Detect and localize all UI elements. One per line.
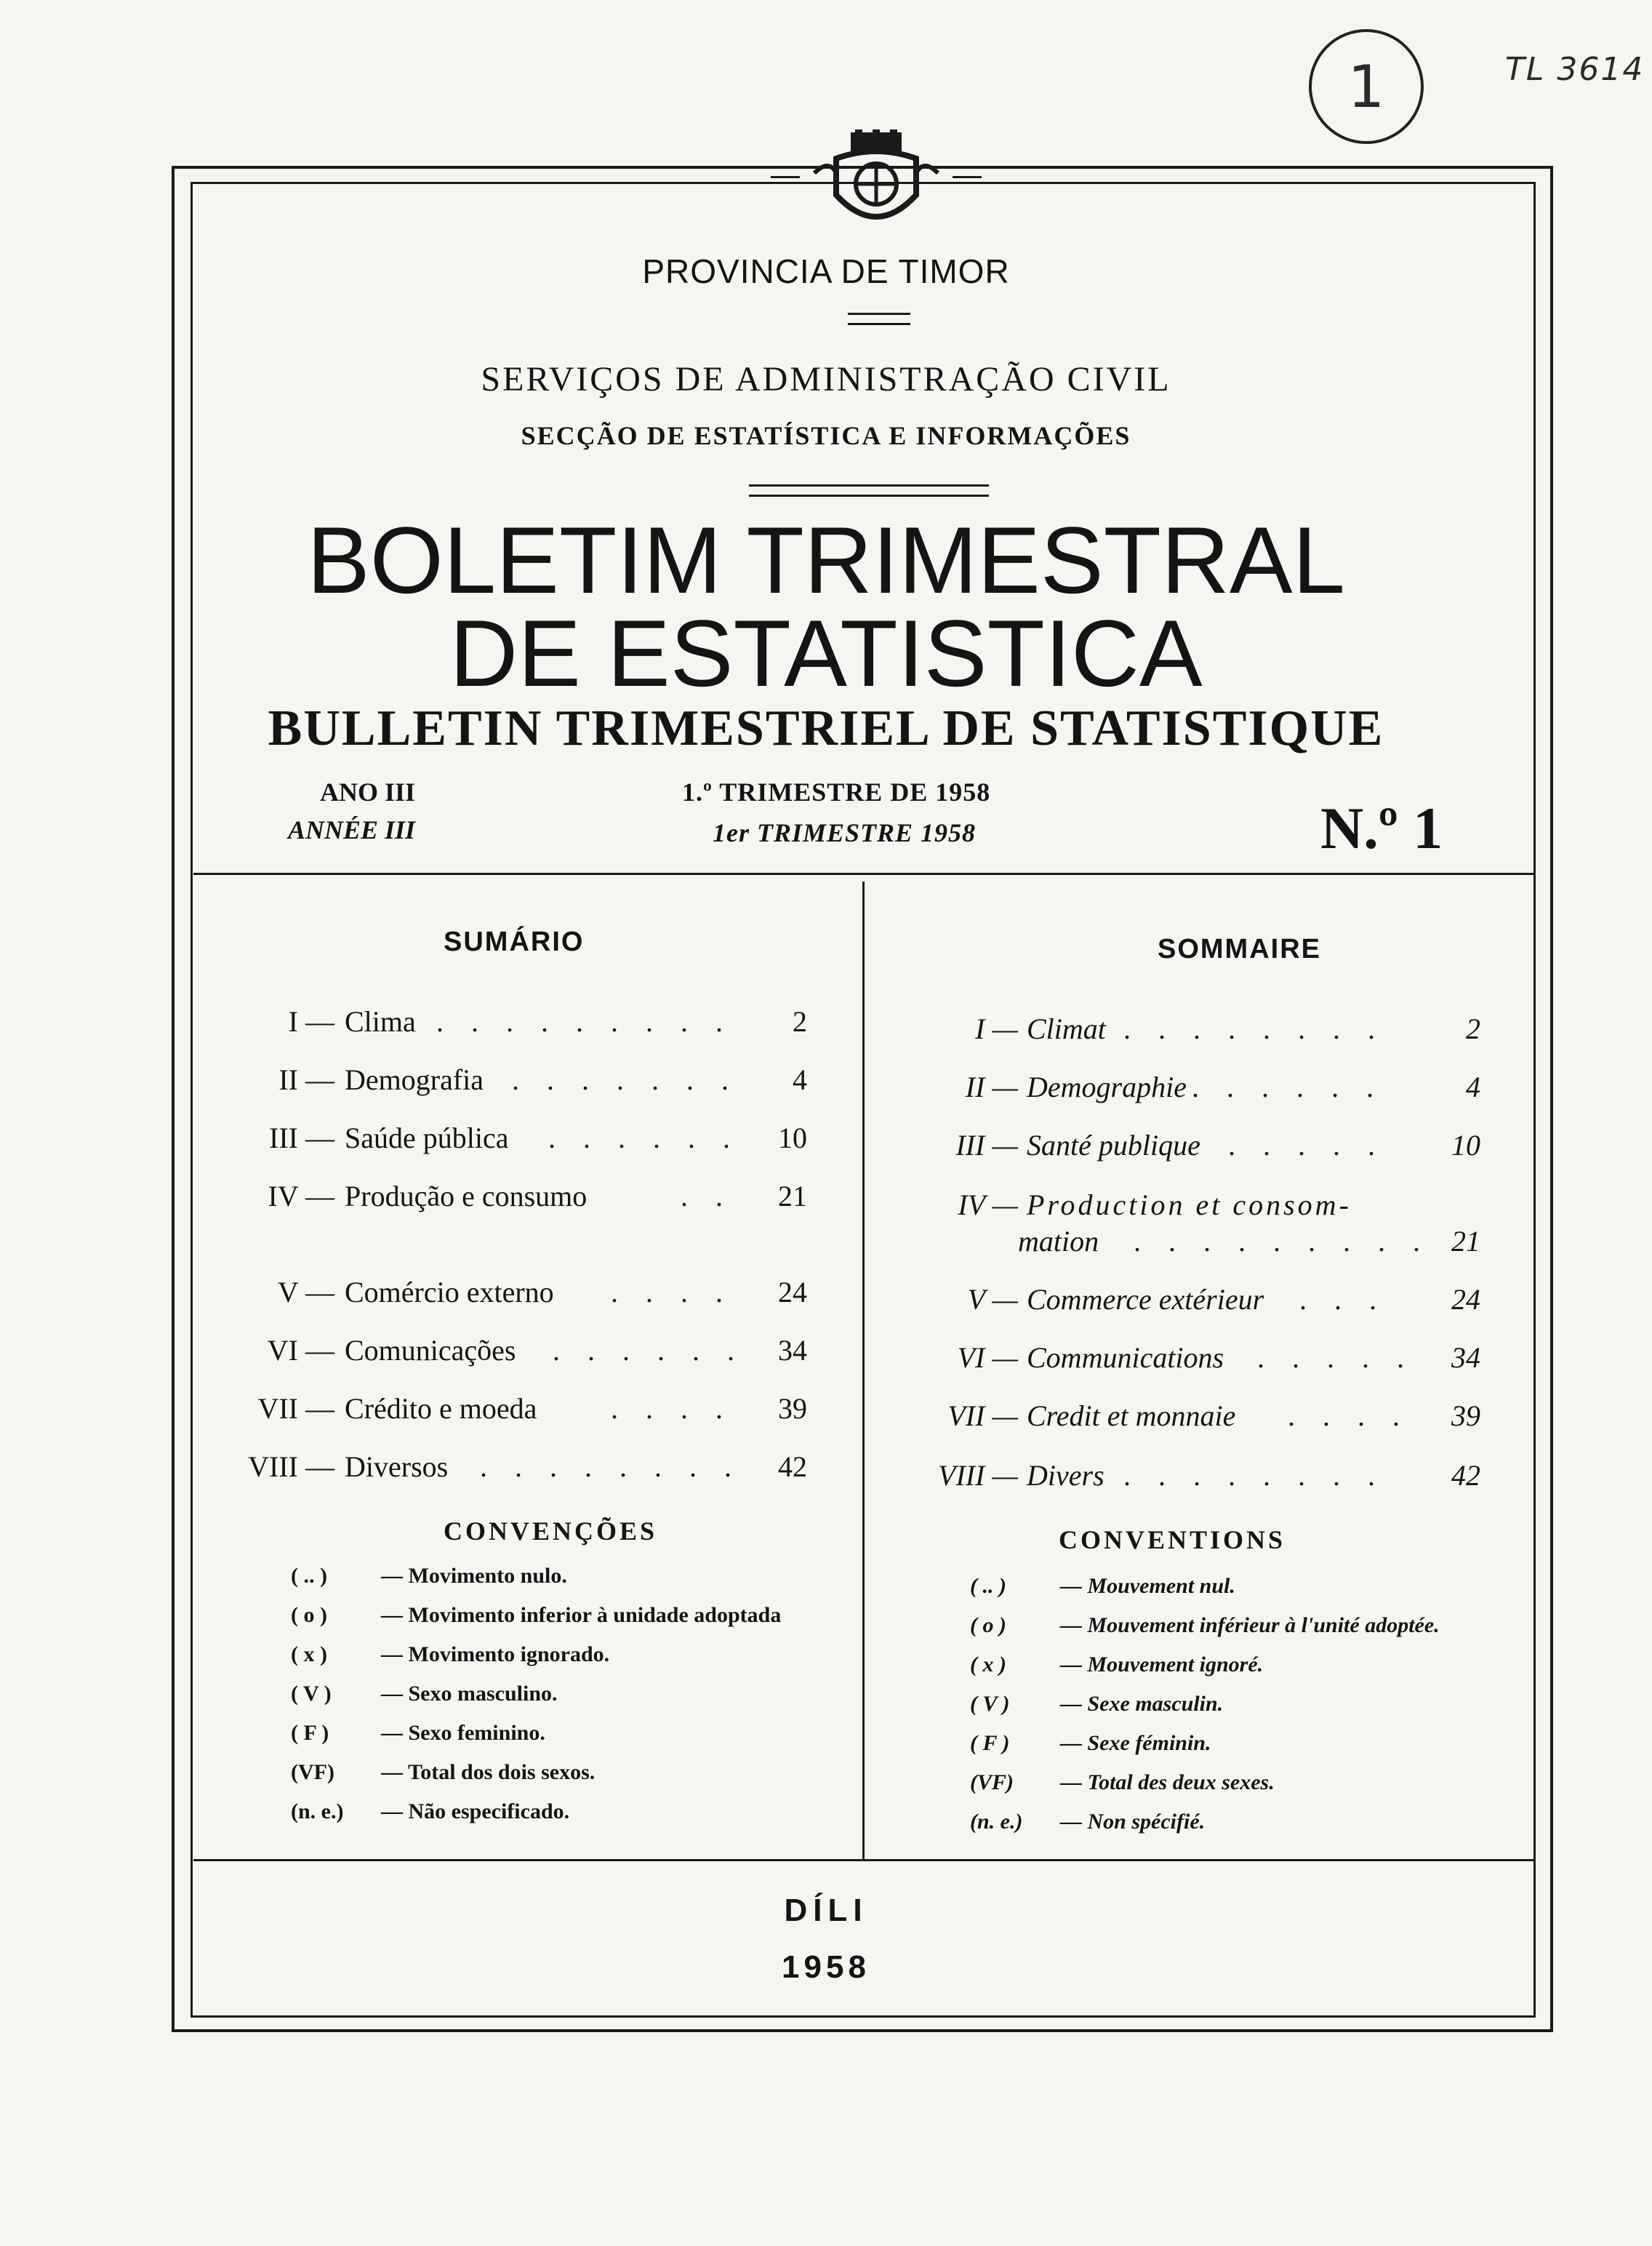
sumario-item-number: VIII —: [248, 1450, 334, 1483]
sumario-item: [189, 1449, 822, 1485]
conventions-code: ( F ): [970, 1731, 1010, 1755]
sumario-item-label: Demografia: [345, 1063, 484, 1096]
sumario-item: [189, 1178, 822, 1215]
sommaire-item-label: Production et consom-: [1027, 1188, 1352, 1221]
sommaire-item-number: IV —: [958, 1188, 1018, 1221]
sommaire-item: [873, 1069, 1491, 1106]
sumario-item-leader: . . . .: [611, 1276, 733, 1308]
convencoes-item: [291, 1642, 609, 1667]
conventions-code: ( .. ): [970, 1574, 1006, 1598]
section-name: SECÇÃO DE ESTATÍSTICA E INFORMAÇÕES: [521, 421, 1131, 450]
divider-medium-1: [749, 484, 989, 487]
sommaire-item-label: Climat: [1027, 1012, 1106, 1045]
convencoes-text: — Movimento inferior à unidade adoptada: [381, 1603, 782, 1627]
sommaire-item-number: II —: [965, 1071, 1018, 1103]
conventions-code: (n. e.): [970, 1810, 1023, 1834]
conventions-item: [970, 1613, 1440, 1638]
contents-column-divider: [862, 882, 865, 1861]
sumario-item: [189, 1062, 822, 1098]
sumario-item: [189, 1391, 822, 1427]
sommaire-item: [873, 1011, 1491, 1047]
conventions-item: [970, 1810, 1205, 1834]
sommaire-item-page: 42: [1451, 1459, 1480, 1492]
convencoes-code: ( o ): [291, 1603, 327, 1627]
sumario-item-page: 2: [793, 1005, 807, 1038]
sumario-item: [189, 1120, 822, 1156]
sommaire-item-label: Santé publique: [1027, 1129, 1200, 1162]
sommaire-item-label: Demographie: [1027, 1071, 1187, 1103]
convencoes-text: — Sexo masculino.: [381, 1682, 558, 1706]
sumario-item-label: Diversos: [345, 1450, 449, 1483]
sommaire-item-number: I —: [975, 1012, 1018, 1045]
sumario-item-label: Comércio externo: [345, 1276, 554, 1308]
sommaire-item-page: 21: [1451, 1225, 1480, 1258]
sumario-item-number: VII —: [257, 1392, 334, 1425]
emblem-rule-right: [953, 176, 982, 178]
sommaire-item-leader: . . . .: [1288, 1399, 1411, 1432]
convencoes-text: — Não especificado.: [381, 1799, 570, 1823]
conventions-item: [970, 1574, 1235, 1599]
convencoes-item: [291, 1760, 595, 1785]
sumario-item-number: III —: [269, 1122, 334, 1154]
sumario-item: [189, 1274, 822, 1311]
conventions-text: — Mouvement ignoré.: [1060, 1652, 1264, 1676]
sumario-item-number: I —: [288, 1005, 334, 1038]
sumario-heading: SUMÁRIO: [444, 927, 585, 957]
divider-short-2: [848, 323, 910, 325]
sumario-item: [189, 1332, 822, 1369]
conventions-code: ( V ): [970, 1692, 1010, 1716]
quarter-portuguese: 1.º TRIMESTRE DE 1958: [682, 778, 991, 807]
conventions-code: ( x ): [970, 1652, 1006, 1676]
sumario-item-number: IV —: [268, 1180, 334, 1212]
sumario-item-leader: . .: [681, 1180, 733, 1212]
sommaire-item-page: 4: [1466, 1071, 1480, 1103]
sommaire-item-leader: . . . . . .: [1192, 1071, 1384, 1103]
province-name: PROVINCIA DE TIMOR: [642, 252, 1010, 290]
sumario-item-page: 34: [778, 1334, 807, 1367]
sommaire-item: [873, 1340, 1491, 1376]
sommaire-item-label: Credit et monnaie: [1027, 1399, 1236, 1432]
convencoes-code: (n. e.): [291, 1799, 344, 1823]
circled-page-number: [1309, 29, 1424, 144]
divider-medium-2: [749, 495, 989, 497]
convencoes-text: — Total dos dois sexos.: [381, 1760, 596, 1784]
sumario-item-label: Produção e consumo: [345, 1180, 588, 1212]
convencoes-item: [291, 1799, 569, 1824]
sumario-item-number: II —: [278, 1063, 334, 1096]
divider-short-1: [848, 313, 910, 315]
convencoes-code: ( .. ): [291, 1564, 327, 1588]
convencoes-code: ( V ): [291, 1682, 332, 1706]
sumario-item-leader: . . . . . .: [553, 1334, 745, 1367]
circled-page-number-text: 1: [1347, 52, 1385, 121]
emblem-rule-left: [771, 176, 800, 178]
sommaire-item-leader: . . . . . . . . .: [1134, 1225, 1431, 1258]
sumario-item-leader: . . . . . . . .: [480, 1450, 742, 1483]
sommaire-item-label: Divers: [1027, 1459, 1104, 1492]
sumario-item: [189, 1004, 822, 1040]
conventions-code: (VF): [970, 1770, 1014, 1794]
sommaire-item: [873, 1458, 1491, 1494]
sommaire-item-number: VIII —: [938, 1459, 1018, 1492]
sommaire-item-leader: . . .: [1300, 1283, 1387, 1316]
conventions-code: ( o ): [970, 1613, 1006, 1637]
conventions-text: — Sexe féminin.: [1060, 1731, 1211, 1755]
sommaire-item-label: Communications: [1027, 1341, 1224, 1374]
coat-of-arms-emblem: [807, 129, 945, 239]
publication-year: 1958: [782, 1949, 870, 1985]
sommaire-item: [873, 1127, 1491, 1164]
sumario-item-label: Clima: [345, 1005, 416, 1038]
sommaire-item-number: VI —: [957, 1341, 1018, 1374]
sumario-item-leader: . . . . . .: [548, 1122, 740, 1154]
contents-bottom-rule: [193, 1859, 1534, 1861]
convencoes-item: [291, 1682, 558, 1706]
sumario-item-page: 21: [778, 1180, 807, 1212]
sommaire-item-number: VII —: [947, 1399, 1018, 1432]
sumario-item-label: Comunicações: [345, 1334, 516, 1367]
sommaire-item-leader: . . . . .: [1229, 1129, 1386, 1162]
sumario-item-number: VI —: [267, 1334, 334, 1367]
convencoes-code: (VF): [291, 1760, 334, 1784]
sumario-item-number: V —: [277, 1276, 334, 1308]
convencoes-code: ( x ): [291, 1642, 327, 1666]
quarter-french: 1er TRIMESTRE 1958: [713, 818, 977, 847]
sommaire-item-number: III —: [955, 1129, 1018, 1162]
conventions-item: [970, 1692, 1223, 1717]
year-portuguese: ANO III: [320, 778, 416, 807]
conventions-text: — Mouvement inférieur à l'unité adoptée.: [1060, 1613, 1440, 1637]
sommaire-item-page: 24: [1451, 1283, 1480, 1316]
services-name: SERVIÇOS DE ADMINISTRAÇÃO CIVIL: [481, 360, 1171, 399]
conventions-item: [970, 1770, 1275, 1795]
convencoes-item: [291, 1603, 781, 1628]
sumario-item-leader: . . . . . . . . .: [436, 1005, 733, 1038]
convencoes-text: — Sexo feminino.: [381, 1721, 545, 1745]
convencoes-text: — Movimento ignorado.: [381, 1642, 610, 1666]
sumario-item-page: 4: [793, 1063, 807, 1096]
sommaire-item-leader: . . . . . . . .: [1124, 1012, 1386, 1045]
sumario-item-page: 42: [778, 1450, 807, 1483]
conventions-text: — Sexe masculin.: [1060, 1692, 1224, 1716]
sommaire-item-number: V —: [967, 1283, 1018, 1316]
conventions-item: [970, 1652, 1263, 1677]
conventions-item: [970, 1731, 1211, 1756]
archive-reference: TL 3614: [1505, 51, 1645, 88]
sumario-item-label: Crédito e moeda: [345, 1392, 537, 1425]
convencoes-code: ( F ): [291, 1721, 329, 1745]
sommaire-item: [873, 1398, 1491, 1434]
sumario-item-page: 39: [778, 1392, 807, 1425]
sommaire-item: [873, 1187, 1491, 1223]
sumario-item-leader: . . . .: [611, 1392, 733, 1425]
conventions-text: — Non spécifié.: [1060, 1810, 1206, 1834]
main-title-line-1: BOLETIM TRIMESTRAL: [307, 507, 1345, 613]
sommaire-item-page: 34: [1451, 1341, 1480, 1374]
contents-top-rule: [193, 873, 1534, 875]
sommaire-heading: SOMMAIRE: [1158, 934, 1321, 964]
issue-number: N.º 1: [1320, 795, 1443, 861]
convencoes-item: [291, 1721, 545, 1746]
sommaire-item-page: 39: [1451, 1399, 1480, 1432]
french-title: BULLETIN TRIMESTRIEL DE STATISTIQUE: [268, 700, 1384, 756]
sommaire-item-leader: . . . . .: [1258, 1341, 1415, 1374]
sumario-item-label: Saúde pública: [345, 1122, 509, 1154]
sommaire-item-label-continued: mation: [1018, 1225, 1099, 1258]
sommaire-item-leader: . . . . . . . .: [1124, 1459, 1386, 1492]
sommaire-item-label: Commerce extérieur: [1027, 1283, 1264, 1316]
convencoes-text: — Movimento nulo.: [381, 1564, 567, 1588]
sommaire-item-page: 10: [1451, 1129, 1480, 1162]
conventions-text: — Total des deux sexes.: [1060, 1770, 1275, 1794]
main-title-line-2: DE ESTATISTICA: [449, 600, 1203, 706]
sommaire-item: [873, 1282, 1491, 1318]
conventions-text: — Mouvement nul.: [1060, 1574, 1235, 1598]
sommaire-item-continuation: [873, 1223, 1491, 1260]
sumario-item-page: 10: [778, 1122, 807, 1154]
sommaire-item-page: 2: [1466, 1012, 1480, 1045]
convencoes-heading: CONVENÇÕES: [444, 1516, 658, 1546]
conventions-heading: CONVENTIONS: [1059, 1525, 1286, 1554]
convencoes-item: [291, 1564, 567, 1588]
publication-city: DÍLI: [784, 1893, 868, 1928]
year-french: ANNÉE III: [288, 815, 416, 844]
sumario-item-leader: . . . . . . .: [512, 1063, 739, 1096]
sumario-item-page: 24: [778, 1276, 807, 1308]
